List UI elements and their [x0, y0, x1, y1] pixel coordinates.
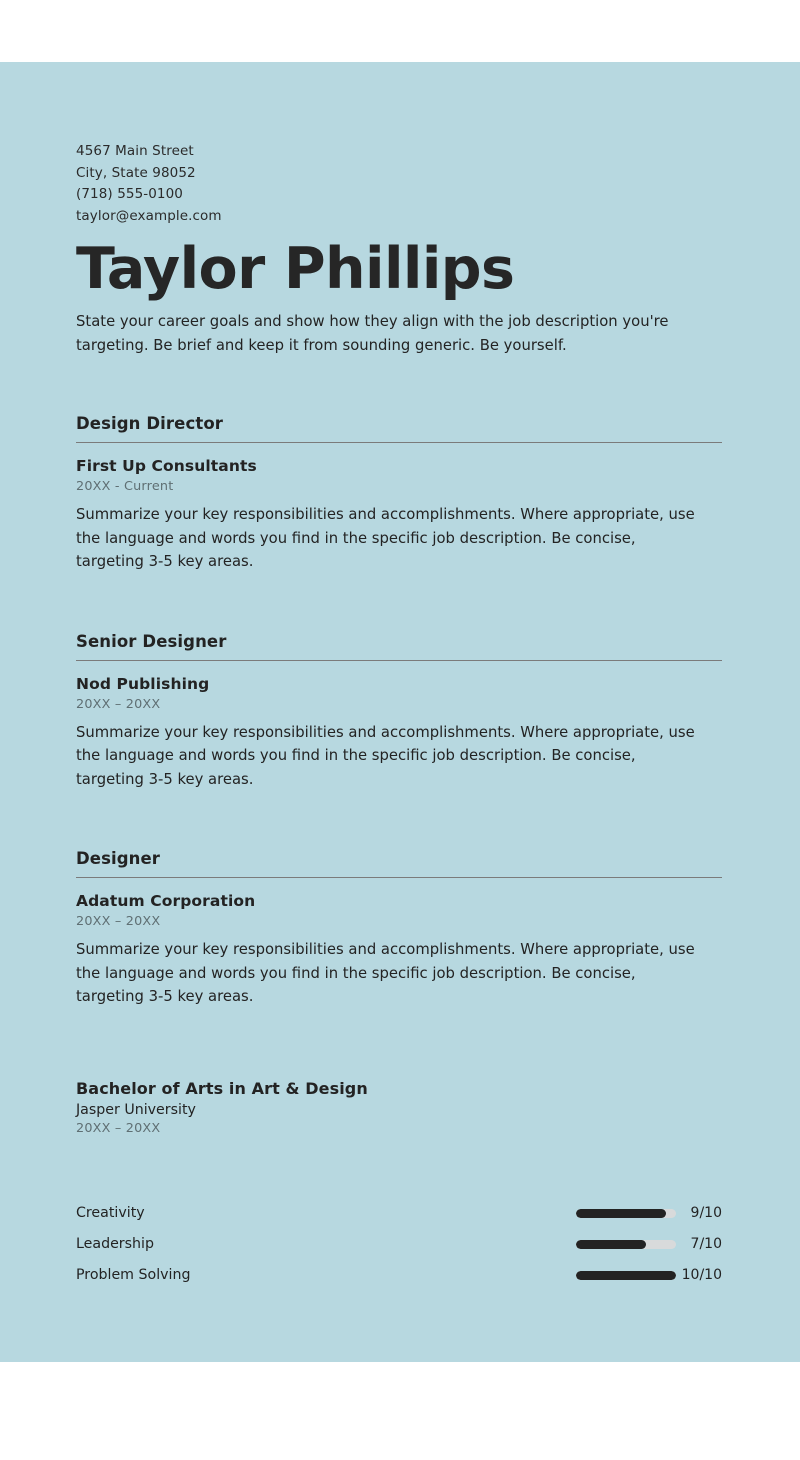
job-description: Summarize your key responsibilities and accomplishments. Where appropriate, use the language and words you find in the specific job description. Be concise, targeting 3-5 key areas. — [76, 723, 695, 788]
resume-panel — [0, 62, 800, 1362]
contact-block — [76, 62, 722, 227]
employer-name: Adatum Corporation — [76, 892, 256, 910]
employment-dates: 20XX – 20XX — [76, 914, 161, 929]
skill-fill — [576, 1209, 666, 1218]
employer-name: Nod Publishing — [76, 674, 210, 693]
skill-track — [576, 1271, 676, 1280]
skill-fill — [576, 1240, 646, 1249]
employment-dates: 20XX - Current — [76, 479, 174, 494]
experience-entry — [76, 849, 722, 1009]
skill-row — [76, 1260, 722, 1291]
education-entry — [76, 1079, 722, 1136]
skill-label: Problem Solving — [76, 1267, 191, 1283]
skill-value: 10/10 — [681, 1267, 722, 1283]
experience-entry — [76, 414, 722, 574]
skill-track — [576, 1209, 676, 1218]
job-title: Design Director — [76, 414, 223, 433]
degree-title: Bachelor of Arts in Art & Design — [76, 1078, 368, 1098]
skill-track — [576, 1240, 676, 1249]
employer-name: First Up Consultants — [76, 457, 257, 475]
job-description: Summarize your key responsibilities and accomplishments. Where appropriate, use the language and words you find in the specific job description. Be concise, targeting 3-5 key areas. — [76, 941, 695, 1005]
skill-label: Creativity — [76, 1205, 145, 1221]
contact-street: 4567 Main Street — [76, 143, 194, 159]
skill-fill — [576, 1271, 676, 1280]
employment-dates: 20XX – 20XX — [76, 696, 161, 712]
page-title: Taylor Phillips — [76, 236, 515, 302]
section-divider — [76, 877, 722, 878]
skill-label: Leadership — [76, 1236, 154, 1252]
contact-email: taylor@example.com — [76, 207, 222, 224]
skill-row — [76, 1229, 722, 1260]
skill-meter — [576, 1205, 722, 1221]
skill-meter — [576, 1267, 722, 1283]
skill-value: 7/10 — [690, 1236, 722, 1252]
contact-phone: (718) 555-0100 — [76, 186, 183, 202]
contact-city-state-zip: City, State 98052 — [76, 164, 196, 181]
section-divider — [76, 442, 722, 443]
job-title: Senior Designer — [76, 631, 227, 651]
skill-meter — [576, 1236, 722, 1252]
job-title: Designer — [76, 849, 161, 868]
experience-entry — [76, 632, 722, 792]
school-name: Jasper University — [76, 1101, 196, 1118]
objective-statement: State your career goals and show how they align with the job description you're targeting. Be brief and keep it from sounding generic. Be yourself. — [76, 313, 669, 354]
resume-content — [76, 62, 722, 1291]
job-description: Summarize your key responsibilities and accomplishments. Where appropriate, use the language and words you find in the specific job description. Be concise, targeting 3-5 key areas. — [76, 506, 695, 570]
section-divider — [76, 660, 722, 661]
education-dates: 20XX – 20XX — [76, 1120, 161, 1136]
skill-row — [76, 1198, 722, 1229]
skill-value: 9/10 — [690, 1205, 722, 1221]
skills-list — [76, 1198, 722, 1291]
